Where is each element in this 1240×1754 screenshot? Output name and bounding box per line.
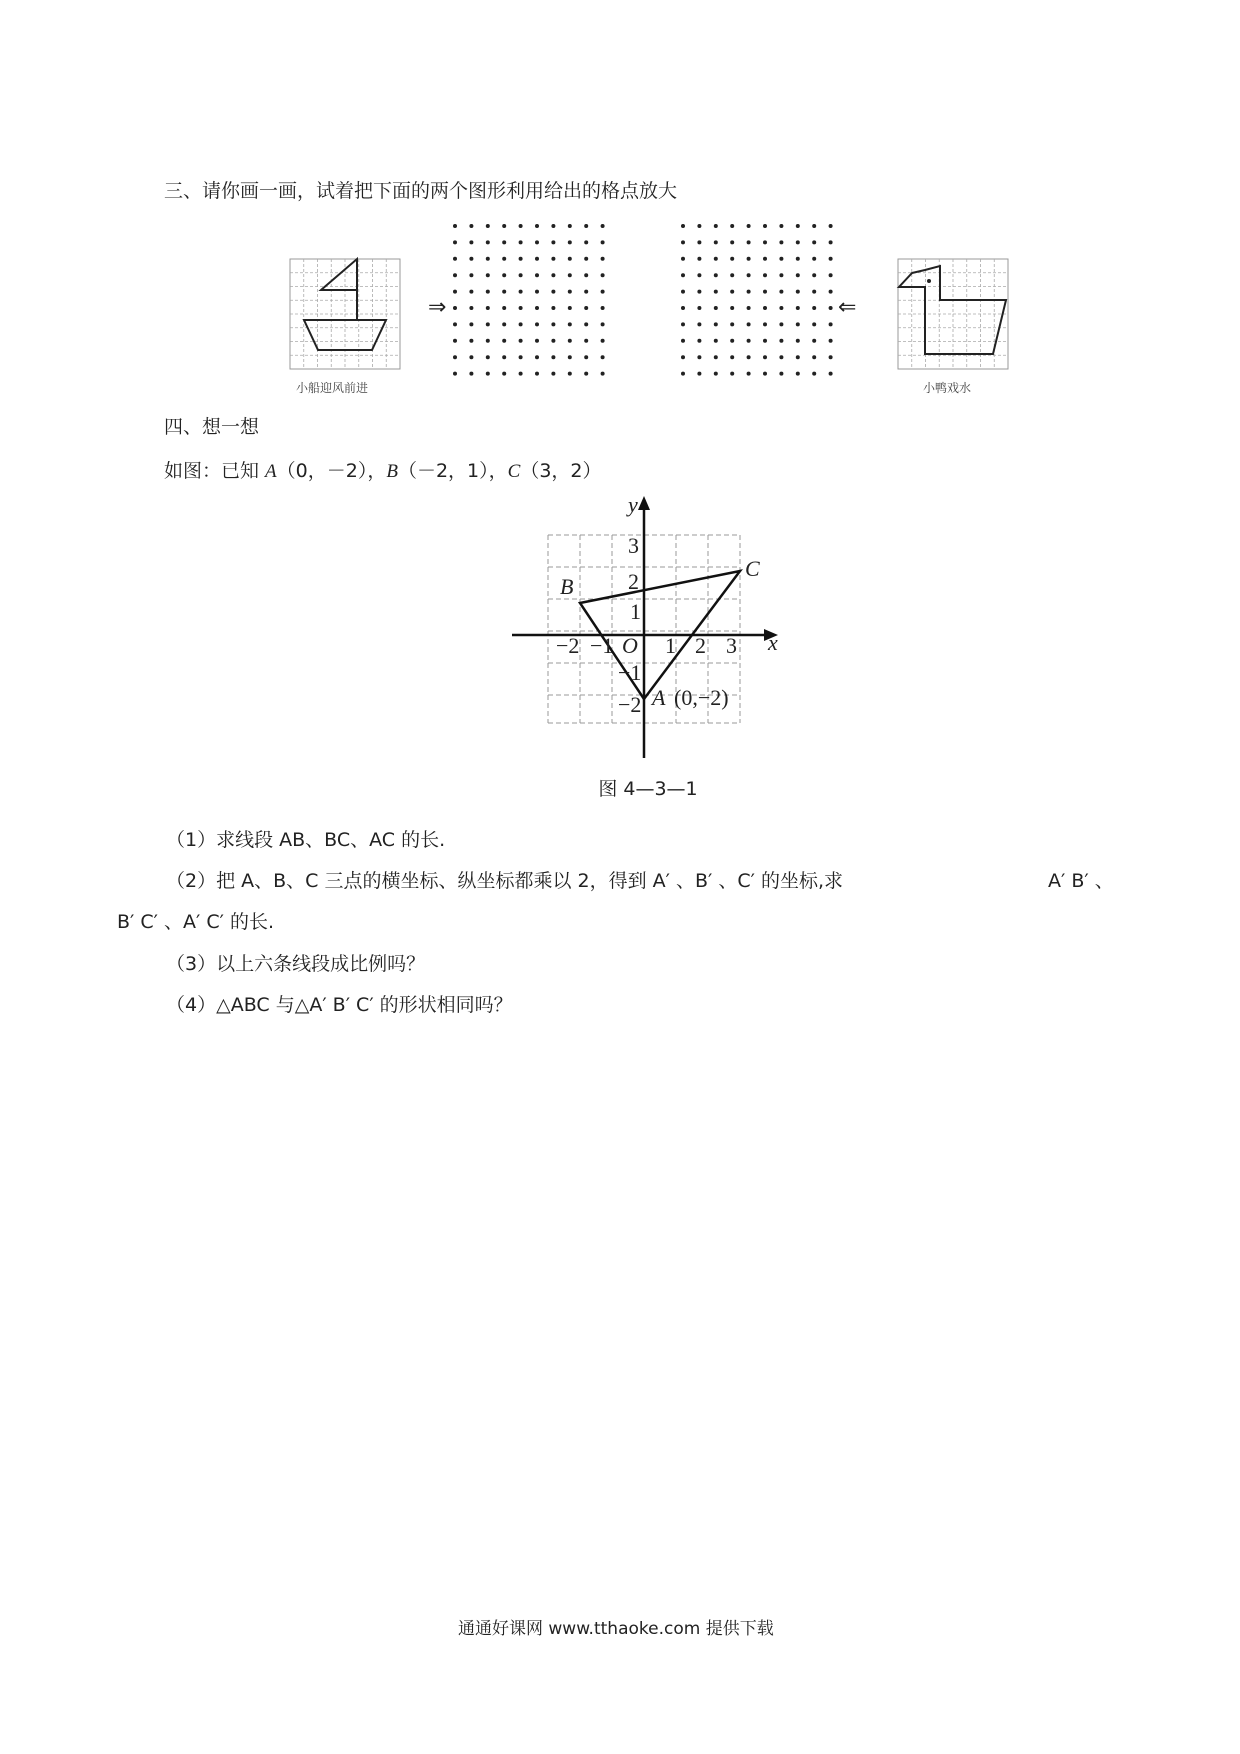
y-axis-arrow-icon [638, 496, 650, 510]
footer-text: 通通好课网 www.tthaoke.com 提供下载 [458, 1619, 774, 1639]
point-B-label: B [560, 574, 574, 599]
question-2-line-1-tail: A′ B′ 、 [1048, 870, 1114, 892]
point-C-label: C [745, 556, 760, 581]
given-B: B [386, 461, 398, 482]
y-tick-3: 3 [628, 533, 639, 558]
given-C-coords: （3，2） [520, 460, 602, 482]
y-axis-label: y [628, 492, 638, 517]
figure-caption: 图 4—3—1 [598, 778, 698, 800]
duck-caption: 小鸭戏水 [923, 381, 972, 395]
given-prefix: 如图：已知 [164, 460, 266, 482]
x-tick-neg1: −1 [590, 633, 614, 658]
section-4-heading: 四、想一想 [164, 416, 260, 438]
y-tick-2: 2 [628, 569, 639, 594]
x-tick-neg2: −2 [556, 633, 580, 658]
arrow-left-icon: ⇐ [838, 295, 857, 320]
point-A-coords: (0,−2) [674, 685, 729, 710]
given-A: A [265, 461, 277, 482]
y-tick-neg1: −1 [618, 660, 642, 685]
origin-label: O [622, 633, 638, 658]
point-A-label: A [652, 685, 666, 710]
coordinate-figure [0, 0, 1240, 820]
question-2-line-1: （2）把 A、B、C 三点的横坐标、纵坐标都乘以 2，得到 A′ 、B′ 、C′ 的坐标,求 [166, 870, 844, 892]
x-tick-2: 2 [695, 633, 706, 658]
y-tick-1: 1 [630, 599, 641, 624]
x-tick-3: 3 [726, 633, 737, 658]
question-3: （3）以上六条线段成比例吗？ [166, 953, 426, 975]
question-4: （4）△ABC 与△A′ B′ C′ 的形状相同吗？ [166, 994, 513, 1016]
axes [512, 500, 774, 758]
y-tick-neg2: −2 [618, 692, 642, 717]
boat-caption: 小船迎风前进 [296, 381, 369, 395]
section-3-heading: 三、请你画一画，试着把下面的两个图形利用给出的格点放大 [164, 180, 678, 202]
arrow-right-icon: ⇒ [428, 295, 447, 320]
given-B-coords: （－2，1）， [397, 460, 508, 482]
given-A-coords: （0，－2）， [276, 460, 387, 482]
question-2-line-2: B′ C′ 、A′ C′ 的长. [117, 911, 275, 933]
question-1: （1）求线段 AB、BC、AC 的长. [166, 829, 446, 851]
x-tick-1: 1 [665, 633, 676, 658]
x-axis-label: x [768, 630, 778, 655]
given-C: C [507, 461, 521, 482]
